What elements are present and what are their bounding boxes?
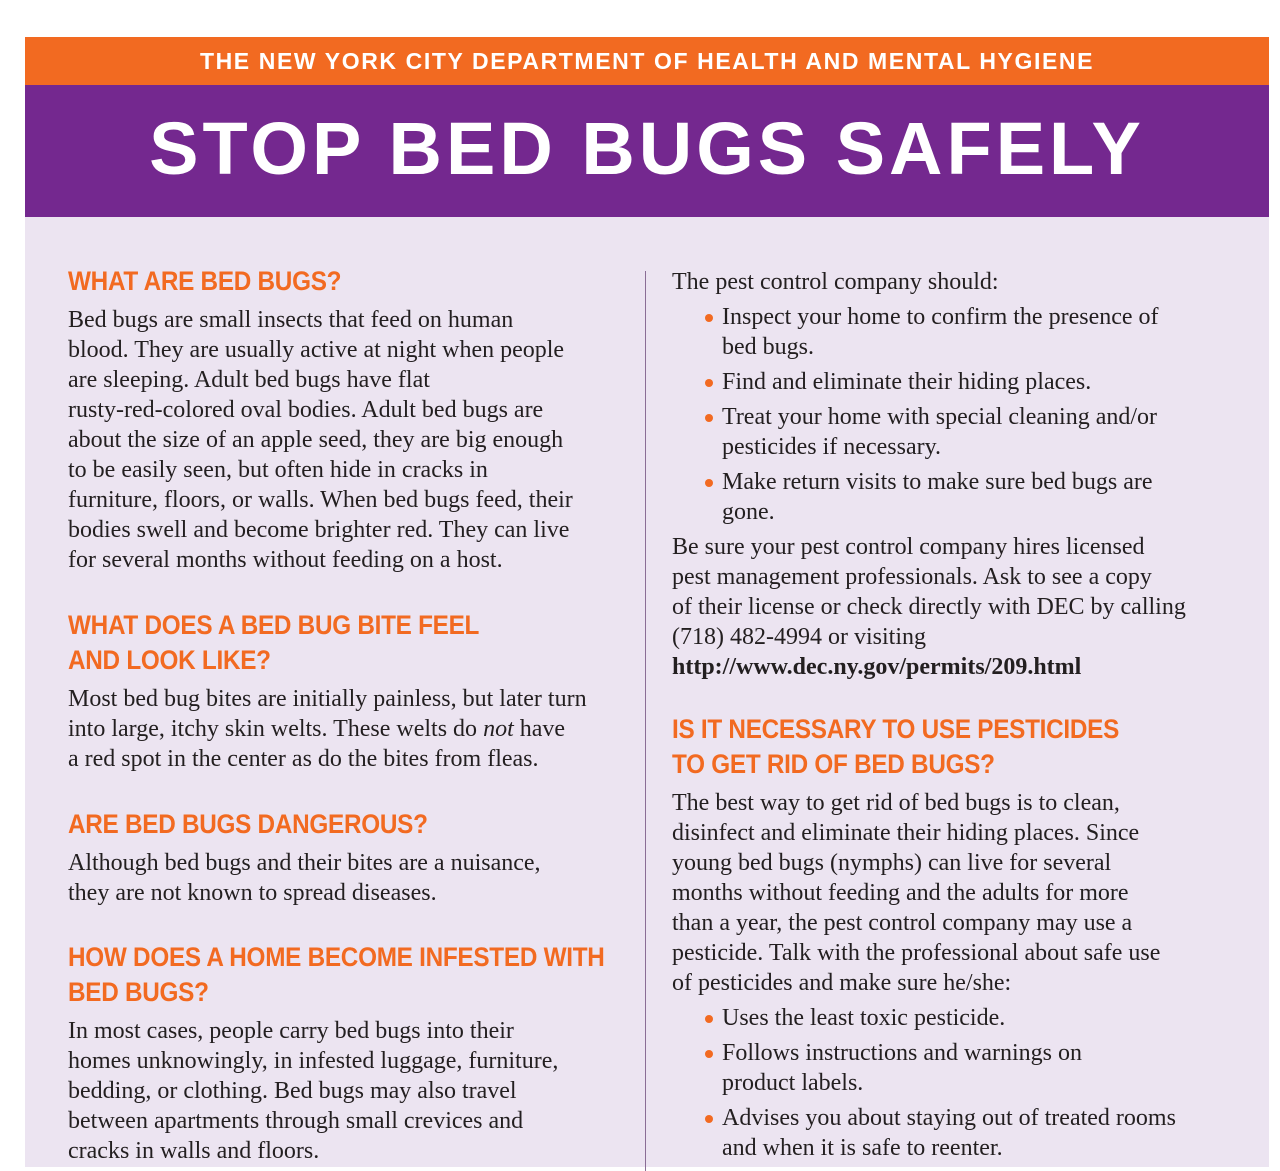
section-heading-line: WHAT DOES A BED BUG BITE FEEL	[68, 610, 480, 640]
section-heading-line: HOW DOES A HOME BECOME INFESTED WITH	[68, 942, 605, 972]
body-line: Be sure your pest control company hires licensed	[672, 534, 1145, 560]
body-line: pest management professionals. Ask to see a copy	[672, 564, 1152, 590]
list-item: Uses the least toxic pesticide.	[706, 1003, 1242, 1033]
section-body	[68, 305, 628, 575]
list-item: Treat your home with special cleaning and/or pesticides if necessary.	[706, 402, 1242, 462]
body-line: In most cases, people carry bed bugs into their	[68, 1018, 514, 1044]
body-line: bodies swell and become brighter red. They can live	[68, 517, 570, 543]
list-item: Make return visits to make sure bed bugs are gone.	[706, 467, 1242, 527]
body-line: for several months without feeding on a host.	[68, 547, 503, 573]
section-what-are-bed-bugs	[68, 264, 628, 575]
section-heading-line: IS IT NECESSARY TO USE PESTICIDES	[672, 714, 1120, 744]
section-heading-line: TO GET RID OF BED BUGS?	[672, 749, 995, 779]
intro-line: The pest control company should:	[672, 269, 999, 295]
body-line: disinfect and eliminate their hiding places. Since	[672, 820, 1140, 846]
section-body	[68, 684, 628, 774]
body-line: The best way to get rid of bed bugs is to clean,	[672, 790, 1120, 816]
body-line: Although bed bugs and their bites are a nuisance,	[68, 850, 541, 876]
page-title: STOP BED BUGS SAFELY	[25, 85, 1269, 217]
list-item: Follows instructions and warnings on product labels.	[706, 1038, 1242, 1098]
section-pesticides	[672, 712, 1242, 1168]
section-dangerous	[68, 807, 628, 908]
body-line: bedding, or clothing. Bed bugs may also travel	[68, 1078, 517, 1104]
body-line: of pesticides and make sure he/she:	[672, 970, 1012, 996]
list-item: Inspect your home to confirm the presence of bed bugs.	[706, 302, 1242, 362]
body-line: Most bed bug bites are initially painless, but later turn	[68, 686, 587, 712]
body-line: blood. They are usually active at night when people	[68, 337, 565, 363]
body-line	[68, 714, 628, 744]
section-pest-control	[672, 267, 1242, 682]
department-banner: THE NEW YORK CITY DEPARTMENT OF HEALTH AND MENTAL HYGIENE	[25, 37, 1269, 85]
section-heading-line: BED BUGS?	[68, 977, 209, 1007]
body-text: have	[513, 716, 566, 742]
section-body	[672, 788, 1242, 1163]
dec-url-link[interactable]: http://www.dec.ny.gov/permits/209.html	[672, 654, 1082, 680]
emphasis-text: not	[483, 716, 514, 742]
body-line: months without feeding and the adults for more	[672, 880, 1129, 906]
body-line: (718) 482-4994 or visiting	[672, 624, 926, 650]
pest-control-list	[672, 302, 1242, 527]
section-heading: WHAT ARE BED BUGS?	[68, 266, 342, 296]
section-bite-feel	[68, 608, 628, 774]
body-line: furniture, floors, or walls. When bed bugs feed, their	[68, 487, 573, 513]
body-line: a red spot in the center as do the bites from fleas.	[68, 746, 539, 772]
body-text: into large, itchy skin welts. These welts do	[68, 716, 484, 742]
body-line: between apartments through small crevices and	[68, 1108, 524, 1134]
column-divider	[645, 271, 646, 1171]
body-line: young bed bugs (nymphs) can live for several	[672, 850, 1112, 876]
section-body	[68, 1016, 628, 1166]
list-item: Advises you about staying out of treated rooms and when it is safe to reenter.	[706, 1103, 1242, 1163]
body-line: rusty-red-colored oval bodies. Adult bed bugs are	[68, 397, 544, 423]
section-heading-line: AND LOOK LIKE?	[68, 645, 271, 675]
body-line: homes unknowingly, in infested luggage, furniture,	[68, 1048, 559, 1074]
list-item: Find and eliminate their hiding places.	[706, 367, 1242, 397]
body-line: pesticide. Talk with the professional about safe use	[672, 940, 1161, 966]
body-line: than a year, the pest control company may use a	[672, 910, 1133, 936]
body-line: are sleeping. Adult bed bugs have flat	[68, 367, 430, 393]
section-heading: ARE BED BUGS DANGEROUS?	[68, 809, 428, 839]
body-line: cracks in walls and floors.	[68, 1138, 320, 1164]
pesticide-list	[672, 1003, 1242, 1163]
section-body	[68, 848, 628, 908]
body-line: to be easily seen, but often hide in cracks in	[68, 457, 488, 483]
body-line: about the size of an apple seed, they are big enough	[68, 427, 564, 453]
section-infested	[68, 940, 628, 1166]
flyer-page	[25, 37, 1269, 1167]
body-line: Bed bugs are small insects that feed on human	[68, 307, 514, 333]
body-line: of their license or check directly with DEC by calling	[672, 594, 1186, 620]
body-line: they are not known to spread diseases.	[68, 880, 437, 906]
